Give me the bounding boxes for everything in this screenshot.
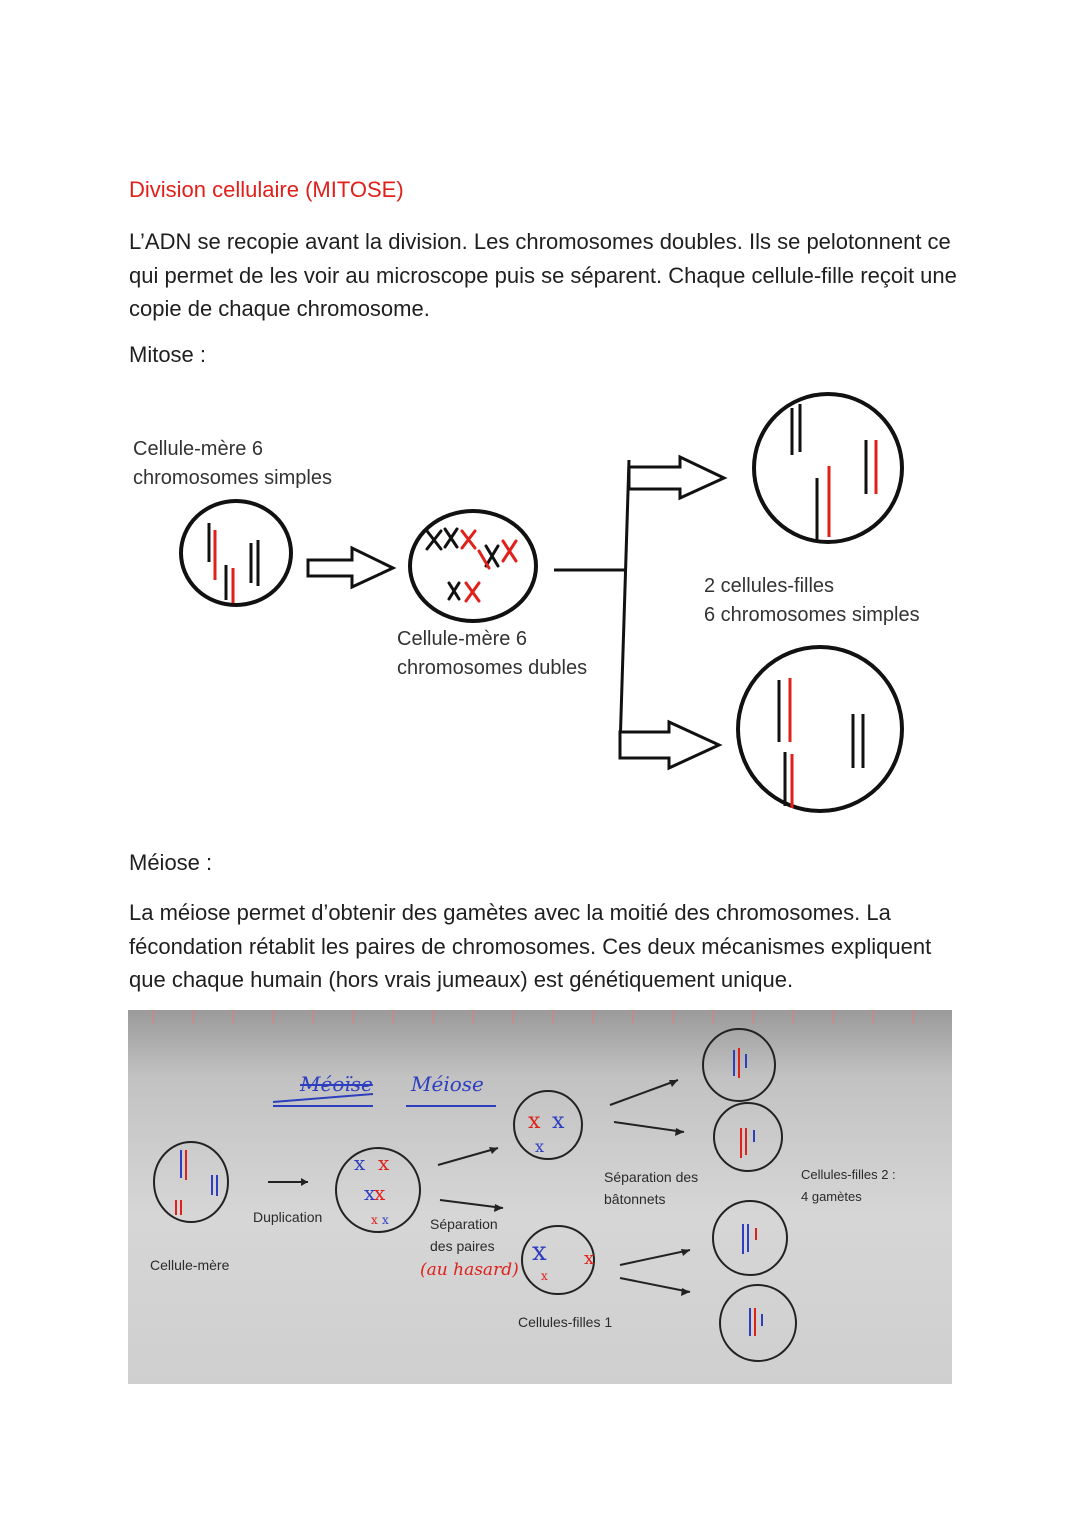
arrow-daughter-top (629, 457, 724, 498)
arrow-duplication (308, 548, 393, 587)
svg-text:x: x (371, 1213, 378, 1227)
mother-simple-label: Cellule-mère 6 chromosomes simples (133, 438, 332, 489)
photo-gamete-2 (714, 1103, 782, 1171)
svg-text:x: x (354, 1151, 366, 1175)
photo-mother-cell (154, 1142, 228, 1222)
photo-duplicated-cell (336, 1148, 420, 1232)
mother-cell-simple (181, 501, 291, 605)
photo-duplication-label: Duplication (253, 1209, 323, 1225)
daughter-cell-bottom (738, 647, 902, 811)
daughters-label: 2 cellules-filles 6 chromosomes simples (704, 575, 920, 626)
svg-text:x: x (378, 1151, 390, 1175)
branch-line (620, 460, 629, 748)
mother-cell-double (410, 511, 536, 621)
svg-text:x: x (364, 1181, 376, 1205)
photo-title-struck: Méoïse (300, 1072, 373, 1096)
svg-text:x: x (374, 1181, 386, 1205)
arrow-daughter-bottom (620, 722, 719, 768)
daughter-cell-top (754, 394, 902, 542)
intro-paragraph: L’ADN se recopie avant la division. Les chromosomes doubles. Ils se pelotonnent ce qui permet de les voir au microscope puis se séparent. Chaque cellule-fille reçoit une copie de chaque chromosome. (129, 229, 957, 321)
photo-pairs-separation-label: Séparation des paires (430, 1216, 498, 1254)
mitose-heading: Mitose : (129, 342, 207, 367)
meiose-paragraph: La méiose permet d’obtenir des gamètes avec la moitié des chromosomes. La fécondation rétablit les paires de chromosomes. Ces deux mécanismes expliquent que chaque humain (hors vrais jumeaux) est génétiquement unique. (129, 900, 932, 992)
page-title: Division cellulaire (MITOSE) (129, 177, 404, 202)
photo-title: Méiose (411, 1072, 484, 1096)
photo-random-label: (au hasard) (420, 1260, 519, 1280)
photo-daughter1-bottom (522, 1226, 594, 1294)
svg-text:x: x (552, 1109, 565, 1134)
photo-gamete-3 (713, 1201, 787, 1275)
photo-daughters1-label: Cellules-filles 1 (518, 1314, 613, 1330)
photo-mother-label: Cellule-mère (150, 1257, 230, 1273)
photo-gamete-1 (703, 1029, 775, 1101)
svg-text:x: x (584, 1248, 595, 1269)
svg-text:x: x (541, 1269, 548, 1283)
meiose-heading: Méiose : (129, 850, 213, 875)
svg-text:x: x (382, 1213, 389, 1227)
photo-daughters2-label: Cellules-filles 2 : 4 gamètes (801, 1167, 896, 1204)
photo-daughter1-top (514, 1091, 582, 1159)
svg-text:x: x (528, 1109, 541, 1134)
mother-double-label: Cellule-mère 6 chromosomes dubles (397, 628, 588, 679)
svg-text:x: x (535, 1137, 545, 1156)
photo-gamete-4 (720, 1285, 796, 1361)
photo-rods-separation-label: Séparation des bâtonnets (604, 1169, 699, 1207)
meiose-photo (128, 1010, 952, 1384)
svg-text:x: x (532, 1237, 547, 1267)
